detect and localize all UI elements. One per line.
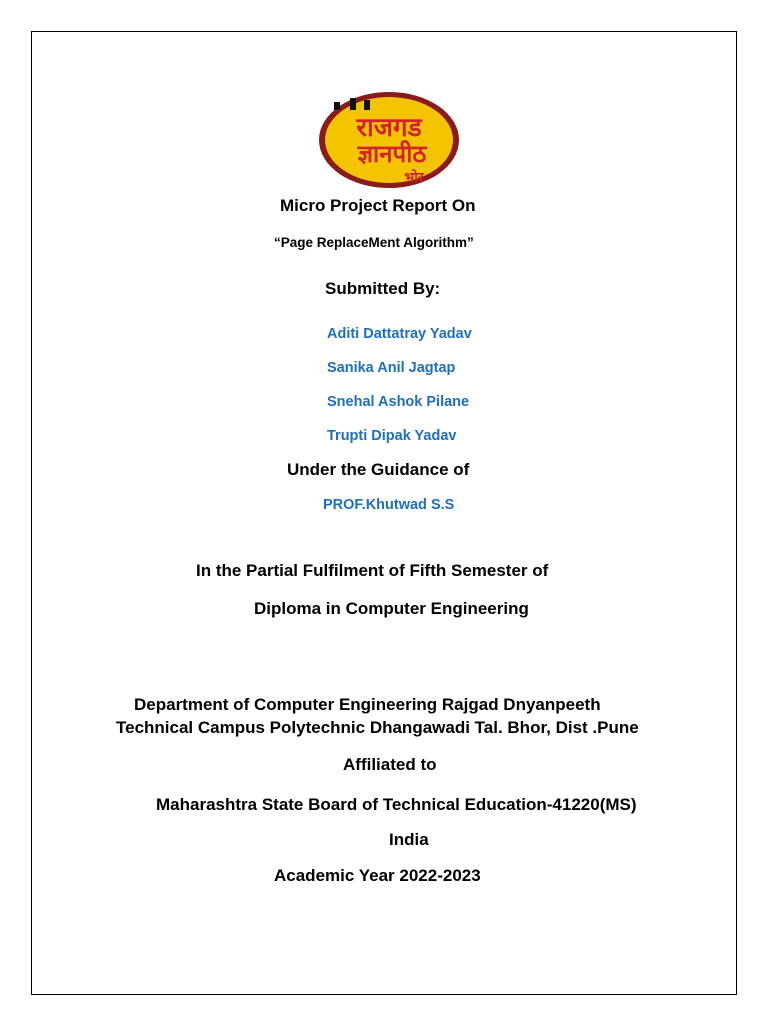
logo-emblem-mark (364, 100, 370, 110)
student-name-3: Snehal Ashok Pilane (327, 394, 470, 410)
project-title: “Page ReplaceMent Algorithm” (274, 235, 474, 250)
institute-line-1: Department of Computer Engineering Rajgad Dnyanpeeth (134, 695, 601, 714)
guide-name: PROF.Khutwad S.S (323, 497, 455, 513)
submitted-by-label: Submitted By: (325, 279, 441, 298)
affiliated-label: Affiliated to (343, 755, 437, 774)
logo-text-line-1: राजगड (356, 113, 422, 143)
fulfilment-line-2: Diploma in Computer Engineering (254, 599, 529, 618)
academic-year: Academic Year 2022-2023 (274, 866, 481, 885)
country: India (389, 830, 429, 849)
report-heading: Micro Project Report On (280, 196, 476, 215)
institute-logo (316, 88, 462, 189)
logo-text-line-2: ज्ञानपीठ (357, 140, 427, 168)
student-name-2: Sanika Anil Jagtap (327, 360, 456, 376)
logo-emblem-mark (350, 98, 356, 110)
student-name-4: Trupti Dipak Yadav (327, 428, 457, 444)
logo-emblem-mark (334, 102, 340, 110)
student-name-1: Aditi Dattatray Yadav (327, 326, 472, 342)
guidance-label: Under the Guidance of (287, 460, 470, 479)
fulfilment-line-1: In the Partial Fulfilment of Fifth Semester of (196, 561, 549, 580)
institute-line-2: Technical Campus Polytechnic Dhangawadi Tal. Bhor, Dist .Pune (116, 718, 639, 737)
logo-text-line-3: भोर (404, 170, 424, 186)
board-name: Maharashtra State Board of Technical Education-41220(MS) (156, 795, 637, 814)
